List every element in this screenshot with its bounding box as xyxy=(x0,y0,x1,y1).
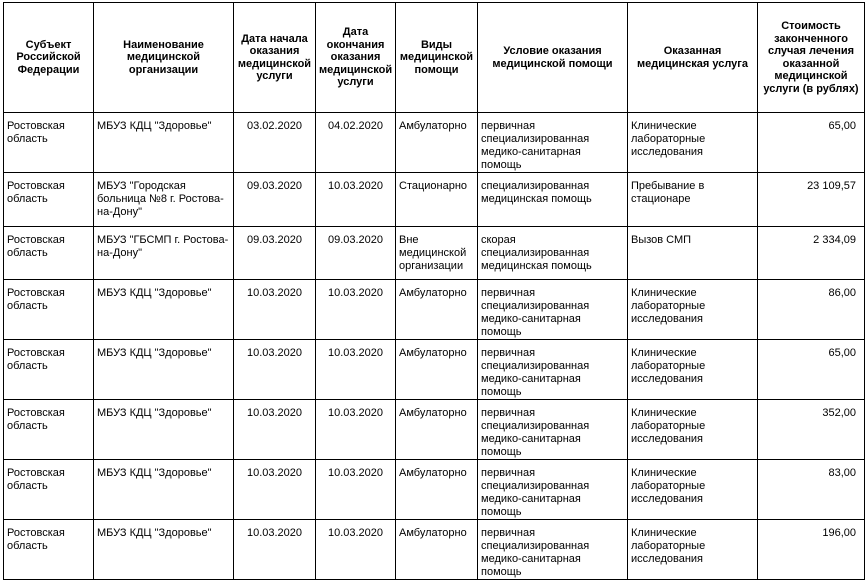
cell-end-date: 04.02.2020 xyxy=(316,113,396,173)
cell-cost: 65,00 xyxy=(758,340,865,400)
cell-care-type: Амбулаторно xyxy=(396,520,478,580)
table-row xyxy=(4,113,865,173)
cell-service: Вызов СМП xyxy=(628,226,758,280)
services-table xyxy=(3,2,865,580)
cell-organization: МБУЗ КДЦ "Здоровье" xyxy=(94,460,234,520)
table-row xyxy=(4,226,865,280)
cell-organization: МБУЗ "Городская больница №8 г. Ростова-на-Дону" xyxy=(94,173,234,227)
cell-care-type: Амбулаторно xyxy=(396,113,478,173)
cell-care-type: Амбулаторно xyxy=(396,340,478,400)
cell-region: Ростовская область xyxy=(4,340,94,400)
cell-end-date: 10.03.2020 xyxy=(316,520,396,580)
cell-organization: МБУЗ "ГБСМП г. Ростова-на-Дону" xyxy=(94,226,234,280)
cell-start-date: 09.03.2020 xyxy=(234,173,316,227)
cell-care-type: Амбулаторно xyxy=(396,400,478,460)
cell-start-date: 10.03.2020 xyxy=(234,340,316,400)
cell-care-condition: скорая специализированная медицинская помощь xyxy=(478,226,628,280)
cell-organization: МБУЗ КДЦ "Здоровье" xyxy=(94,340,234,400)
header-end-date: Дата окончания оказания медицинской услуги xyxy=(316,3,396,113)
cell-start-date: 10.03.2020 xyxy=(234,460,316,520)
cell-service: Клинические лабораторные исследования xyxy=(628,280,758,340)
cell-start-date: 10.03.2020 xyxy=(234,520,316,580)
cell-care-condition: первичная специализированная медико-санитарная помощь xyxy=(478,460,628,520)
header-start-date: Дата начала оказания медицинской услуги xyxy=(234,3,316,113)
cell-organization: МБУЗ КДЦ "Здоровье" xyxy=(94,400,234,460)
header-region: Субъект Российской Федерации xyxy=(4,3,94,113)
cell-care-condition: первичная специализированная медико-санитарная помощь xyxy=(478,400,628,460)
cell-care-type: Стационарно xyxy=(396,173,478,227)
cell-region: Ростовская область xyxy=(4,460,94,520)
cell-cost: 86,00 xyxy=(758,280,865,340)
header-cost: Стоимость законченного случая лечения оказанной медицинской услуги (в рублях) xyxy=(758,3,865,113)
cell-region: Ростовская область xyxy=(4,280,94,340)
cell-organization: МБУЗ КДЦ "Здоровье" xyxy=(94,520,234,580)
cell-care-type: Амбулаторно xyxy=(396,280,478,340)
cell-start-date: 03.02.2020 xyxy=(234,113,316,173)
cell-cost: 65,00 xyxy=(758,113,865,173)
cell-start-date: 09.03.2020 xyxy=(234,226,316,280)
header-row xyxy=(4,3,865,113)
header-organization: Наименование медицинской организации xyxy=(94,3,234,113)
cell-organization: МБУЗ КДЦ "Здоровье" xyxy=(94,113,234,173)
cell-end-date: 10.03.2020 xyxy=(316,173,396,227)
table-row xyxy=(4,520,865,580)
cell-care-condition: специализированная медицинская помощь xyxy=(478,173,628,227)
cell-cost: 23 109,57 xyxy=(758,173,865,227)
cell-end-date: 10.03.2020 xyxy=(316,280,396,340)
cell-care-condition: первичная специализированная медико-санитарная помощь xyxy=(478,113,628,173)
cell-start-date: 10.03.2020 xyxy=(234,400,316,460)
cell-service: Клинические лабораторные исследования xyxy=(628,340,758,400)
cell-end-date: 10.03.2020 xyxy=(316,400,396,460)
cell-cost: 2 334,09 xyxy=(758,226,865,280)
cell-cost: 196,00 xyxy=(758,520,865,580)
cell-end-date: 10.03.2020 xyxy=(316,460,396,520)
cell-start-date: 10.03.2020 xyxy=(234,280,316,340)
cell-service: Клинические лабораторные исследования xyxy=(628,113,758,173)
cell-region: Ростовская область xyxy=(4,400,94,460)
cell-end-date: 10.03.2020 xyxy=(316,340,396,400)
cell-care-type: Амбулаторно xyxy=(396,460,478,520)
cell-service: Клинические лабораторные исследования xyxy=(628,400,758,460)
table-row xyxy=(4,173,865,227)
cell-region: Ростовская область xyxy=(4,173,94,227)
header-care-condition: Условие оказания медицинской помощи xyxy=(478,3,628,113)
cell-cost: 352,00 xyxy=(758,400,865,460)
table-row xyxy=(4,280,865,340)
cell-service: Клинические лабораторные исследования xyxy=(628,520,758,580)
cell-organization: МБУЗ КДЦ "Здоровье" xyxy=(94,280,234,340)
cell-region: Ростовская область xyxy=(4,226,94,280)
cell-end-date: 09.03.2020 xyxy=(316,226,396,280)
cell-cost: 83,00 xyxy=(758,460,865,520)
cell-care-condition: первичная специализированная медико-санитарная помощь xyxy=(478,280,628,340)
header-service: Оказанная медицинская услуга xyxy=(628,3,758,113)
cell-region: Ростовская область xyxy=(4,113,94,173)
table-row xyxy=(4,400,865,460)
table-row xyxy=(4,340,865,400)
header-care-type: Виды медицинской помощи xyxy=(396,3,478,113)
cell-care-type: Вне медицинской организации xyxy=(396,226,478,280)
cell-service: Клинические лабораторные исследования xyxy=(628,460,758,520)
cell-care-condition: первичная специализированная медико-санитарная помощь xyxy=(478,520,628,580)
table-row xyxy=(4,460,865,520)
cell-service: Пребывание в стационаре xyxy=(628,173,758,227)
cell-care-condition: первичная специализированная медико-санитарная помощь xyxy=(478,340,628,400)
cell-region: Ростовская область xyxy=(4,520,94,580)
